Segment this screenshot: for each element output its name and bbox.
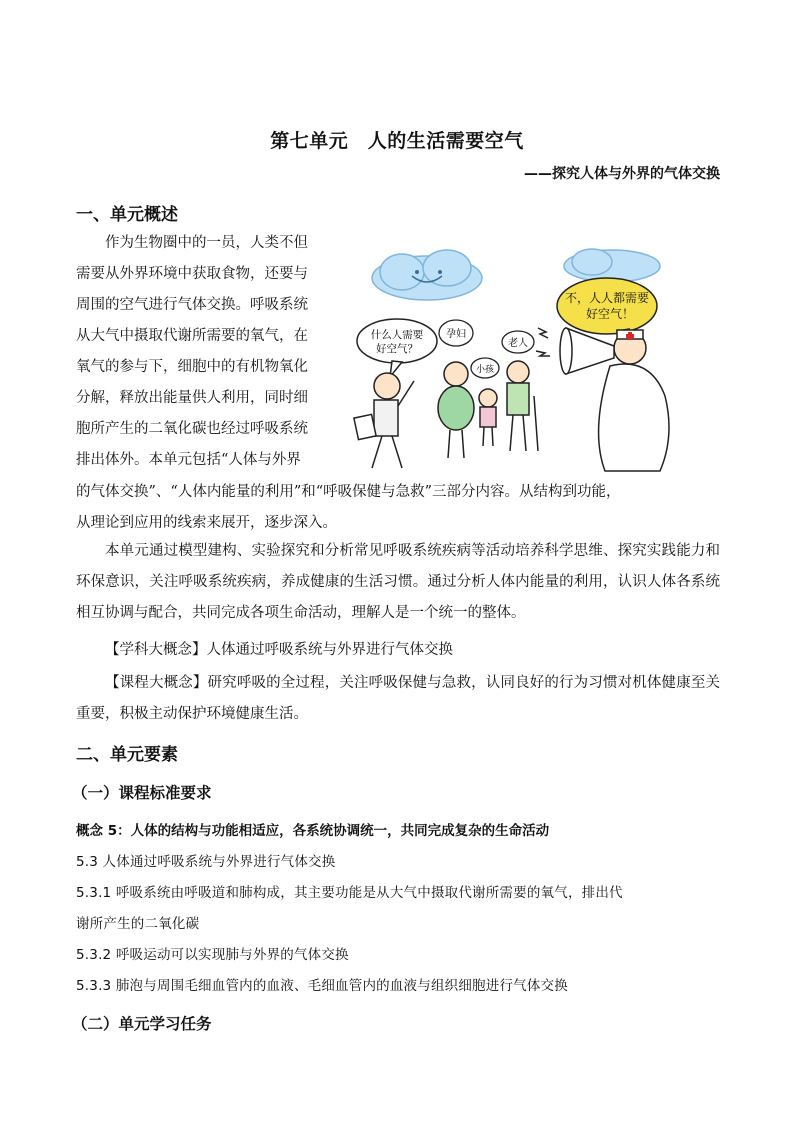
page-subtitle: ——探究人体与外界的气体交换: [524, 166, 720, 182]
svg-text:孕妇: 孕妇: [446, 329, 466, 340]
elder-figure: [507, 361, 538, 451]
overview-paragraph-2: 本单元通过模型建构、实验探究和分析常见呼吸系统疾病等活动培养科学思维、探究实践能力和环保意识，关注呼吸系统疾病，养成健康的生活习惯。通过分析人体内能量的利用，认识人体各系统相互协调与配合，共同完成各项生命活动，理解人是一个统一的整体。: [76, 543, 720, 621]
overview-line: 周围的空气进行气体交换。呼吸系统: [76, 297, 308, 313]
overview-line: 从大气中摄取代谢所需要的氧气，在: [76, 328, 308, 344]
standard-item-continued: 谢所产生的二氧化碳: [76, 916, 200, 932]
standard-item: 5.3 人体通过呼吸系统与外界进行气体交换: [76, 854, 336, 870]
label-bubble-elder: [502, 331, 534, 353]
section-heading-overview: 一、单元概述: [76, 205, 178, 225]
label-bubble-child: [471, 358, 499, 378]
man-figure: [354, 373, 414, 468]
overview-wrapped-text: [76, 228, 336, 476]
subsection-heading-tasks: （二）单元学习任务: [72, 1015, 212, 1033]
svg-text:小孩: 小孩: [475, 365, 495, 375]
shout-lines: [536, 328, 550, 356]
overview-line: 胞所产生的二氧化碳也经过呼吸系统: [76, 421, 308, 437]
subsection-heading-standards: （一）课程标准要求: [72, 784, 212, 802]
standard-item: 5.3.3 肺泡与周围毛细血管内的血液、毛细血管内的血液与组织细胞进行气体交换: [76, 978, 568, 994]
overview-line: 氧气的参与下，细胞中的有机物氧化: [76, 359, 308, 375]
concept-5-heading: 概念 5：人体的结构与功能相适应，各系统协调统一，共同完成复杂的生命活动: [76, 823, 550, 839]
overview-continued-line: 的气体交换”、“人体内能量的利用”和“呼吸保健与急救”三部分内容。从结构到功能，: [76, 484, 621, 500]
speech-left-line1: 什么人需要: [370, 329, 424, 341]
cartoon-illustration: [352, 246, 692, 474]
speech-left-line2: 好空气？: [376, 343, 418, 355]
pregnant-woman-figure: [438, 362, 474, 458]
overview-line: 作为生物圈中的一员，人类不但: [105, 235, 308, 251]
overview-line: 排出体外。本单元包括“人体与外界: [76, 452, 301, 468]
overview-continued-line: 从理论到应用的线索来展开，逐步深入。: [76, 515, 337, 531]
standard-item: 5.3.2 呼吸运动可以实现肺与外界的气体交换: [76, 947, 349, 963]
child-figure: [479, 389, 497, 446]
speech-bubble-left: [357, 319, 437, 377]
overview-line: 需要从外界环境中获取食物，还要与: [76, 266, 308, 282]
label-bubble-pregnant: [439, 320, 473, 346]
speech-right-line1: 不，人人都需要: [564, 291, 650, 305]
course-big-concept: 【课程大概念】研究呼吸的全过程，关注呼吸保健与急救，认同良好的行为习惯对机体健康至关重要，积极主动保护环境健康生活。: [76, 675, 720, 722]
discipline-big-concept: 【学科大概念】人体通过呼吸系统与外界进行气体交换: [105, 642, 453, 658]
standard-item: 5.3.1 呼吸系统由呼吸道和肺构成，其主要功能是从大气中摄取代谢所需要的氧气，排出代: [76, 885, 623, 901]
page-title: 第七单元 人的生活需要空气: [270, 130, 524, 152]
section-heading-elements: 二、单元要素: [76, 745, 178, 765]
speech-right-line2: 好空气！: [585, 307, 635, 321]
cloud-icon: [372, 250, 482, 300]
overview-line: 分解，释放出能量供人利用，同时细: [76, 390, 308, 406]
megaphone-icon: [560, 328, 614, 374]
cloud-icon: [564, 249, 660, 282]
svg-text:老人: 老人: [508, 338, 528, 349]
